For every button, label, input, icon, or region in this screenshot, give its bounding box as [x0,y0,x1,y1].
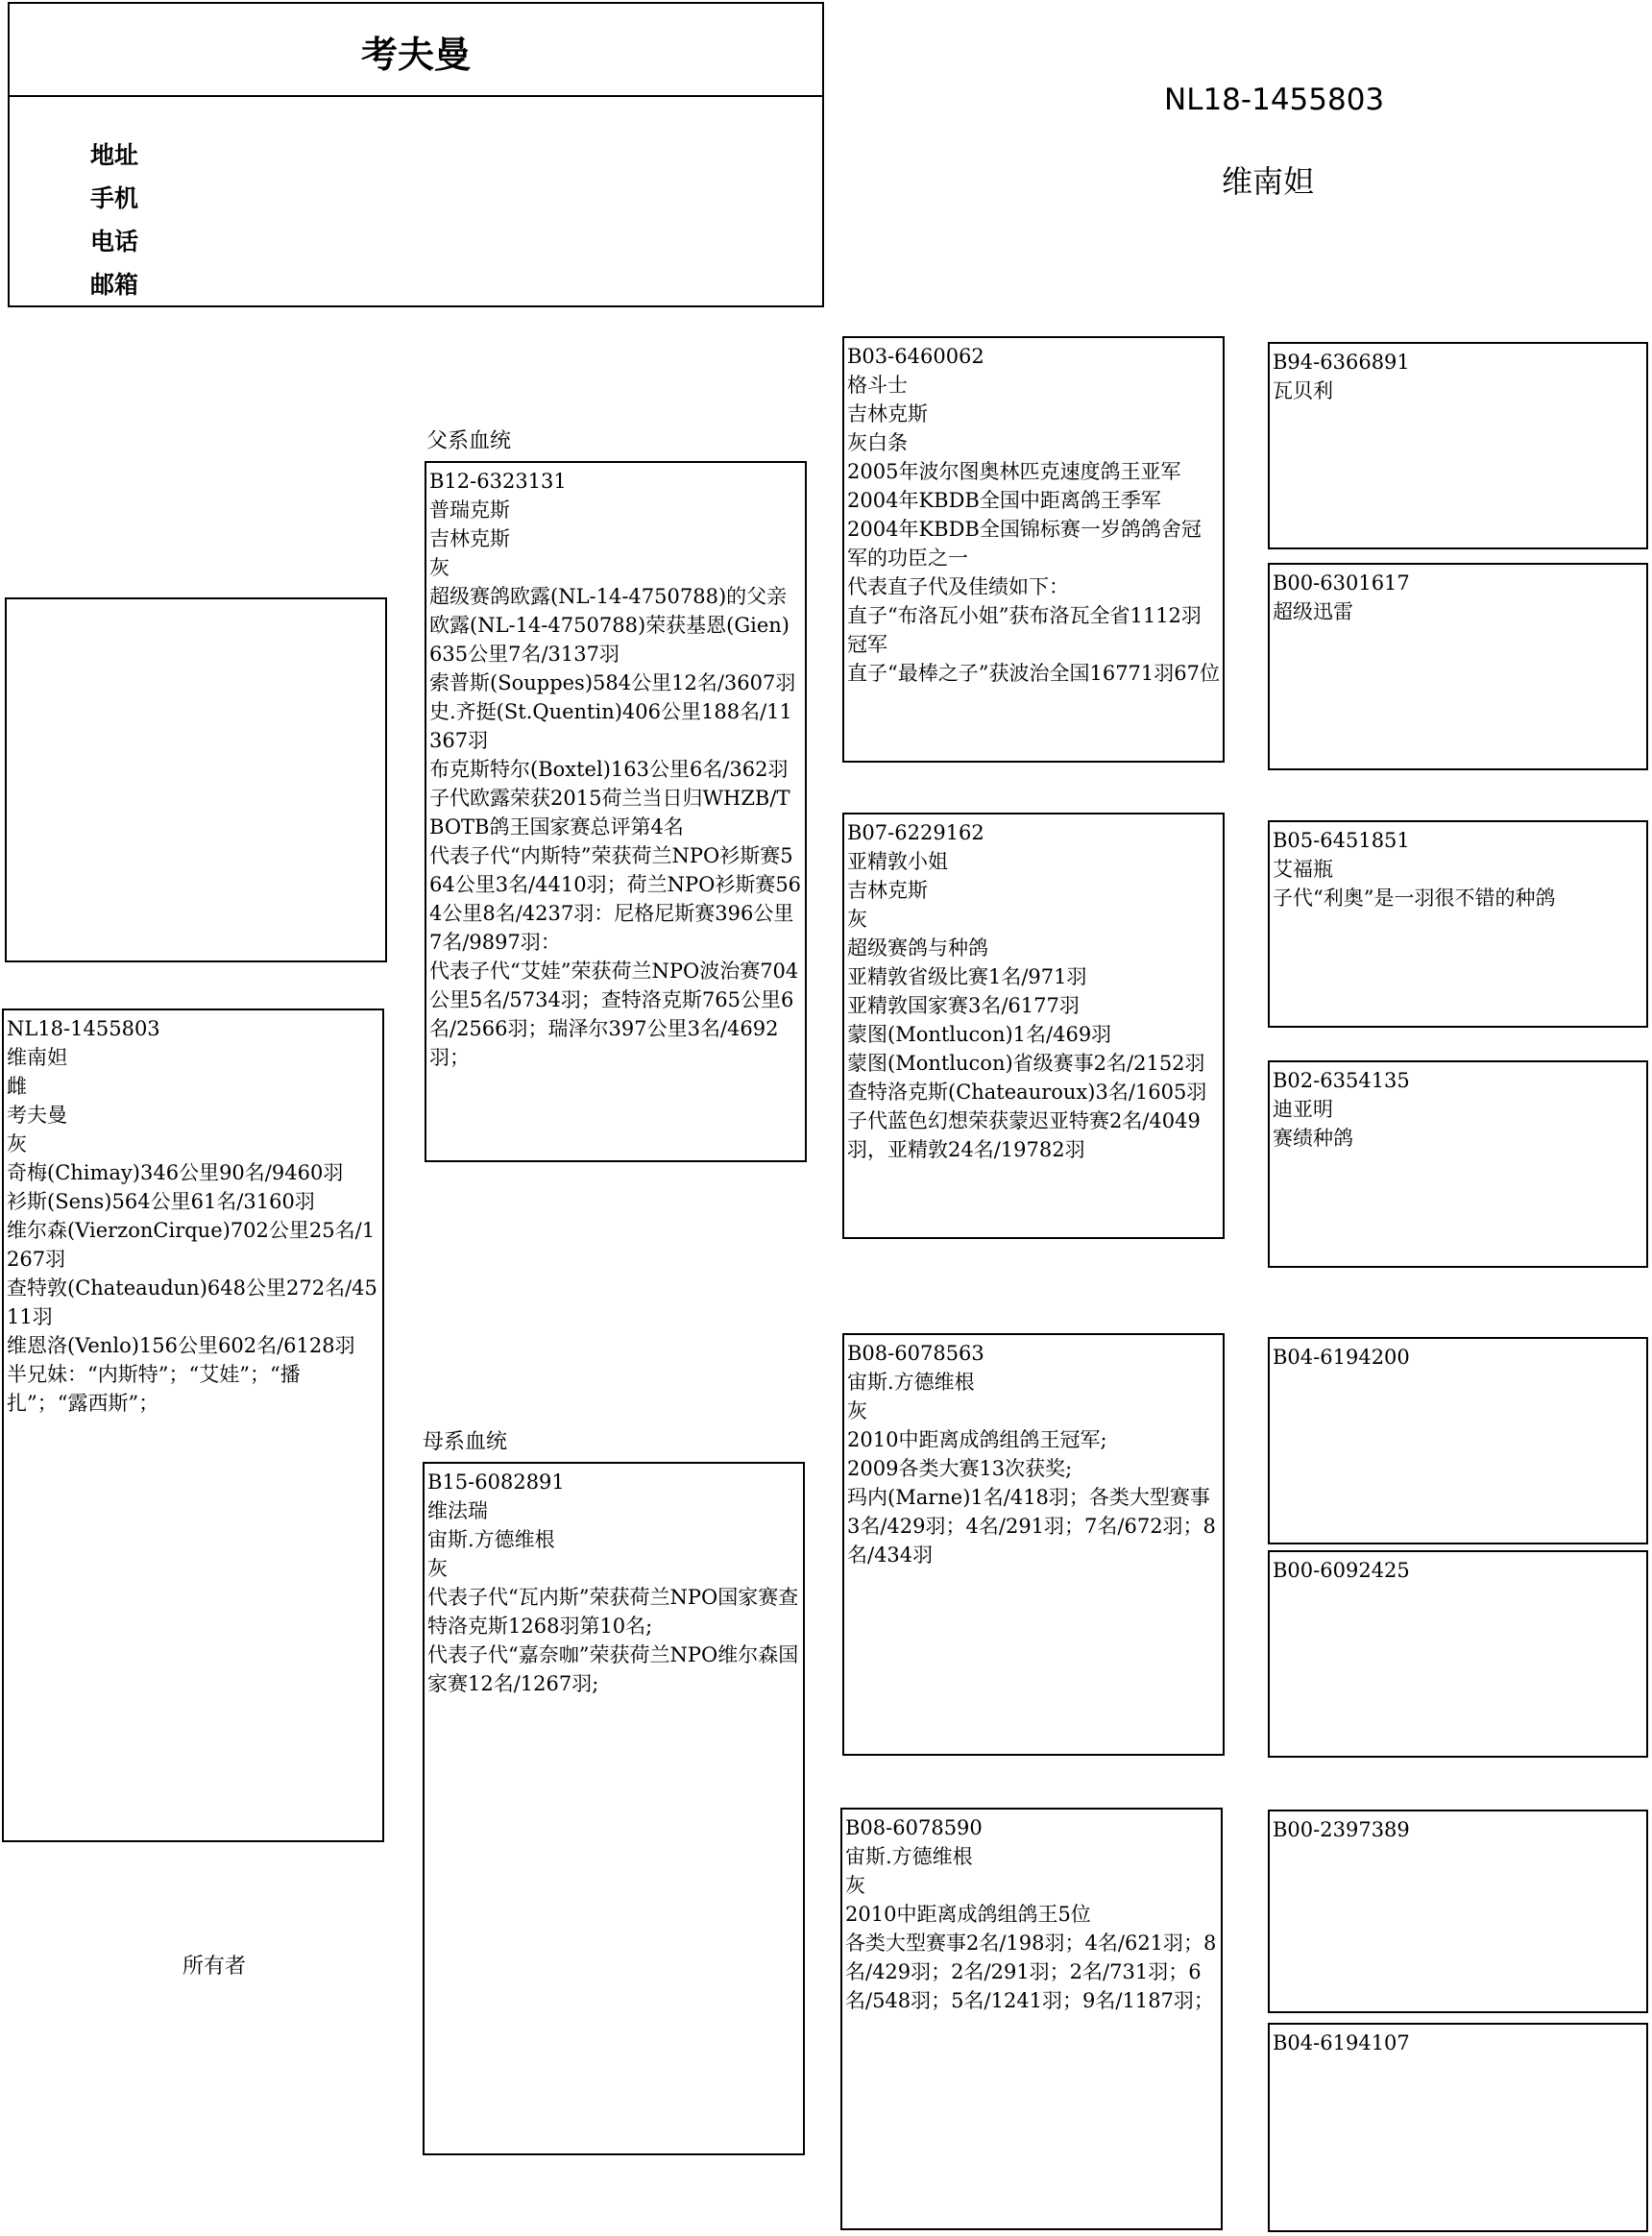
header-divider [10,95,822,97]
owner-label: 所有者 [182,1955,247,1979]
ring-number-line: B00-6301617 [1273,571,1410,595]
pedigree-line: 2004年KBDB全国中距离鸽王季军 [847,489,1161,512]
pedigree-line: 灰 [847,908,867,931]
pedigree-line: 宙斯.方德维根 [847,1371,975,1394]
pedigree-line: 格斗士 [847,374,908,397]
pedigree-line: 2009各类大赛13次获奖; [847,1457,1073,1480]
pedigree-line: 赛绩种鸽 [1273,1127,1353,1150]
ring-number-line: B08-6078563 [847,1342,984,1365]
pedigree-line: 超级赛鸽与种鸽 [847,936,988,960]
dam-dam-dam-box [1268,2023,1648,2232]
ring-number-line: B12-6323131 [429,470,567,493]
phone-label: 电话 [90,228,139,255]
pedigree-line: 灰白条 [847,431,908,454]
pedigree-line: 奇梅(Chimay)346公里90名/9460羽 [7,1161,344,1184]
pedigree-line: 超级迅雷 [1273,600,1353,623]
pedigree-line: 代表子代“瓦内斯”荣获荷兰NPO国家赛查特洛克斯1268羽第10名; [427,1586,799,1638]
pedigree-line: 维南妲 [7,1046,67,1069]
ring-number-line: B94-6366891 [1273,351,1410,374]
pedigree-line: 吉林克斯 [429,527,510,550]
pedigree-line: 2010中距离成鸽组鸽王冠军; [847,1428,1107,1451]
pedigree-line: 雌 [7,1075,27,1098]
pedigree-line: 史.齐挺(St.Quentin)406公里188名/11367羽 [429,700,792,752]
ring-number-line: B08-6078590 [845,1816,983,1839]
pedigree-line: 2005年波尔图奥林匹克速度鸽王亚军 [847,460,1181,483]
dam-dam-sire-box [1268,1810,1648,2013]
sire-sire-dam-box [1268,563,1648,770]
sire-box [425,461,807,1162]
sire-dam-box [842,813,1225,1239]
pedigree-line: 灰 [7,1132,27,1155]
pedigree-line: 欧露(NL-14-4750788)荣获基恩(Gien)635公里7名/3137羽 [429,614,790,666]
pedigree-line: 代表直子代及佳绩如下： [847,575,1069,598]
pedigree-line: 亚精敦小姐 [847,850,948,873]
pedigree-line: 直子“布洛瓦小姐”获布洛瓦全省1112羽冠军 [847,604,1202,656]
ring-number-line: NL18-1455803 [7,1017,160,1040]
sire-sire-sire-box [1268,342,1648,549]
ring-number-line: B00-2397389 [1273,1818,1410,1841]
pedigree-line: 直子“最棒之子”获波治全国16771羽67位 [847,662,1220,685]
pedigree-line: 普瑞克斯 [429,498,510,522]
ring-number: NL18-1455803 [1164,83,1385,117]
ring-number-line: B03-6460062 [847,345,984,368]
pedigree-line: 维法瑞 [427,1499,488,1522]
pedigree-line: 各类大型赛事2名/198羽；4名/621羽；8名/429羽；2名/291羽；2名/731羽；6名/548羽；5名/1241羽；9名/1187羽； [845,1932,1217,2012]
pedigree-line: 迪亚明 [1273,1098,1333,1121]
ring-number-line: B00-6092425 [1273,1559,1410,1582]
sire-dam-dam-box [1268,1060,1648,1268]
dam-sire-box [842,1333,1225,1756]
pedigree-line: 吉林克斯 [847,879,928,902]
pedigree-line: 灰 [845,1874,865,1897]
pedigree-line: 灰 [429,556,449,579]
mobile-label: 手机 [90,184,139,212]
pedigree-line: 灰 [427,1557,448,1580]
ring-number-line: B04-6194107 [1273,2031,1410,2054]
sire-sire-box [842,336,1225,763]
pedigree-line: 2004年KBDB全国锦标赛一岁鸽鸽舍冠军的功臣之一 [847,518,1202,570]
pedigree-line: 代表子代“艾娃”荣获荷兰NPO波治赛704公里5名/5734羽；查特洛克斯765公里6名/2566羽；瑞泽尔397公里3名/4692羽； [429,960,799,1069]
owner-header [8,2,824,307]
pigeon-photo [5,597,387,962]
email-label: 邮箱 [90,271,139,299]
pedigree-line: 维尔森(VierzonCirque)702公里25名/1267羽 [7,1219,376,1271]
pedigree-line: 艾福瓶 [1273,858,1333,881]
ring-number-line: B07-6229162 [847,821,984,844]
sire-dam-sire-box [1268,820,1648,1028]
pedigree-line: 查特洛克斯(Chateauroux)3名/1605羽 [847,1081,1207,1104]
pedigree-line: 宙斯.方德维根 [845,1845,973,1868]
pedigree-line: 子代蓝色幻想荣获蒙迟亚特赛2名/4049羽，亚精敦24名/19782羽 [847,1109,1201,1161]
pedigree-line: 亚精敦国家赛3名/6177羽 [847,994,1080,1017]
subject-pigeon-box [2,1009,384,1842]
pedigree-line: 代表子代“嘉奈咖”荣获荷兰NPO维尔森国家赛12名/1267羽; [427,1643,799,1695]
sire-line-label: 父系血统 [426,429,512,453]
dam-dam-box [840,1808,1223,2230]
owner-name: 考夫曼 [360,34,471,76]
ring-number-line: B02-6354135 [1273,1069,1410,1092]
pedigree-line: 考夫曼 [7,1104,67,1127]
dam-line-label: 母系血统 [423,1430,508,1454]
pedigree-line: 查特敦(Chateaudun)648公里272名/4511羽 [7,1276,377,1328]
ring-number-line: B04-6194200 [1273,1346,1410,1369]
pedigree-line: 子代欧露荣获2015荷兰当日归WHZB/TBOTB鸽王国家赛总评第4名 [429,787,790,838]
ring-number-line: B15-6082891 [427,1470,565,1494]
ring-number-line: B05-6451851 [1273,829,1410,852]
pedigree-line: 代表子代“内斯特”荣获荷兰NPO衫斯赛564公里3名/4410羽；荷兰NPO衫斯赛564公里8名/4237羽：尼格尼斯赛396公里7名/9897羽： [429,844,802,954]
pedigree-line: 2010中距离成鸽组鸽王5位 [845,1903,1091,1926]
pedigree-line: 布克斯特尔(Boxtel)163公里6名/362羽 [429,758,789,781]
pedigree-line: 子代“利奥”是一羽很不错的种鸽 [1273,887,1556,910]
pigeon-name-title: 维南妲 [1222,163,1315,200]
pedigree-line: 半兄妹：“内斯特”；“艾娃”；“播扎”；“露西斯”； [7,1363,301,1415]
pedigree-line: 亚精敦省级比赛1名/971羽 [847,965,1087,988]
pedigree-line: 衫斯(Sens)564公里61名/3160羽 [7,1190,315,1213]
pedigree-line: 维恩洛(Venlo)156公里602名/6128羽 [7,1334,355,1357]
pedigree-line: 灰 [847,1399,867,1422]
pedigree-line: 吉林克斯 [847,402,928,425]
dam-sire-sire-box [1268,1337,1648,1544]
pedigree-line: 蒙图(Montlucon)省级赛事2名/2152羽 [847,1052,1205,1075]
pedigree-line: 玛内(Marne)1名/418羽；各类大型赛事3名/429羽；4名/291羽；7名/672羽；8名/434羽 [847,1486,1216,1567]
pedigree-line: 索普斯(Souppes)584公里12名/3607羽 [429,671,796,694]
pedigree-line: 瓦贝利 [1273,379,1333,402]
pedigree-line: 蒙图(Montlucon)1名/469羽 [847,1023,1112,1046]
pedigree-line: 超级赛鸽欧露(NL-14-4750788)的父亲 [429,585,788,608]
dam-sire-dam-box [1268,1550,1648,1758]
dam-box [423,1462,805,2155]
address-label: 地址 [90,141,139,169]
pedigree-line: 宙斯.方德维根 [427,1528,555,1551]
